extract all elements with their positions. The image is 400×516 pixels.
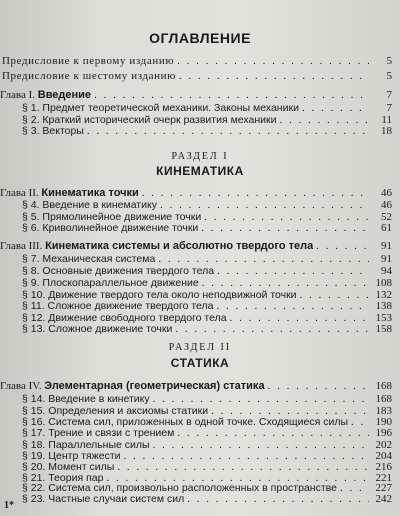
page-number: 227 [375,482,392,494]
entry-label: § 9. Плоскопараллельное движение [22,277,199,289]
chapter-prefix: Глава I. [0,89,35,101]
chapter-title: Кинематика точки [41,187,139,199]
entry-label: § 4. Введение в кинематику [22,199,157,211]
toc-section[interactable] [0,493,392,506]
page-number: 7 [386,89,392,101]
chapter-title: Кинематика системы и абсолютно твердого тела [45,240,314,252]
entry-label: Предисловие к шестому изданию [2,70,176,82]
page-number: 91 [381,240,392,252]
page-number: 5 [386,55,392,67]
leader-dots [268,380,369,393]
entry-label [0,240,313,253]
page-number: 5 [386,70,392,82]
toc-section[interactable] [0,222,392,235]
part-number: РАЗДЕЛ II [168,342,232,353]
entry-label: § 21. Теория пар [22,472,104,484]
leader-dots [177,55,369,68]
entry-label: § 11. Сложное движение твердого тела [22,300,214,312]
entry-label: § 17. Трение и связи с трением [22,427,175,439]
leader-dots [94,89,369,102]
entry-label: § 7. Механическая система [22,253,156,265]
entry-label: § 16. Система сил, приложенных в одной точке. Сходящиеся силы [22,416,349,428]
page-number: 11 [381,114,392,126]
leader-dots [179,70,369,83]
page-number: 153 [375,312,392,324]
page-number: 94 [381,265,392,277]
page-number: 204 [375,450,392,462]
entry-label: § 12. Движение свободного твердого тела [22,312,227,324]
toc-chapter-4[interactable] [0,380,392,393]
page-number: 183 [375,405,392,417]
page-number: 46 [381,187,392,199]
entry-label: § 6. Криволинейное движение точки [22,222,199,234]
part-title: КИНЕМАТИКА [156,164,244,178]
entry-label: § 1. Предмет теоретической механики. Законы механики [22,102,299,114]
leader-dots [316,240,369,253]
chapter-title: Введение [37,89,92,101]
toc-chapter-1[interactable] [0,89,392,102]
page-title: ОГЛАВЛЕНИЕ [149,30,251,46]
page-number: 91 [381,253,392,265]
chapter-prefix: Глава II. [0,187,39,199]
page-number: 46 [381,199,392,211]
chapter-prefix: Глава III. [0,240,43,252]
toc-section[interactable] [0,125,392,138]
page-number: 52 [381,211,392,223]
page-number: 242 [375,493,392,505]
entry-label: § 18. Параллельные силы [22,439,150,451]
page-number: 158 [375,323,392,335]
entry-label: § 10. Движение твердого тела около неподвижной точки [22,289,297,301]
toc-entry-preface-1[interactable] [0,55,392,68]
entry-label: § 19. Центр тяжести [22,450,121,462]
entry-label: § 20. Момент силы [22,461,115,473]
entry-label: § 5. Прямолинейное движение точки [22,211,202,223]
leader-dots [201,222,369,235]
signature-mark: 1* [4,500,14,511]
leader-dots [87,125,369,138]
entry-label: § 8. Основные движения твердого тела [22,265,215,277]
entry-label [0,89,91,102]
chapter-prefix: Глава IV. [0,380,42,392]
page-number: 168 [375,393,392,405]
page-number: 190 [375,416,392,428]
part-number: РАЗДЕЛ I [171,151,229,162]
entry-label: Предисловие к первому изданию [2,55,175,67]
chapter-title: Элементарная (геометрическая) статика [44,380,265,392]
page-number: 216 [375,461,392,473]
page-number: 138 [375,300,392,312]
page-number: 7 [386,102,392,114]
page-number: 196 [375,427,392,439]
page-number: 132 [375,289,392,301]
page-number: 18 [381,125,392,137]
entry-label: § 15. Определения и аксиомы статики [22,405,209,417]
toc-section[interactable] [0,323,392,336]
page-number: 108 [375,277,392,289]
page-number: 202 [375,439,392,451]
leader-dots [187,493,369,506]
entry-label: § 14. Введение в кинетику [22,393,150,405]
part-title: СТАТИКА [170,356,230,370]
entry-label: § 23. Частные случаи систем сил [22,493,185,505]
entry-label [0,380,265,393]
page-number: 168 [375,380,392,392]
toc-chapter-3[interactable] [0,240,392,253]
entry-label: § 2. Краткий исторический очерк развития механики [22,114,277,126]
leader-dots [175,323,369,336]
entry-label: § 13. Сложное движение точки [22,323,173,335]
page-number: 61 [381,222,392,234]
entry-label: § 22. Система сил, произвольно расположенных в пространстве [22,482,337,494]
toc-entry-preface-2[interactable] [0,70,392,83]
entry-label: § 3. Векторы [22,125,84,137]
page-number: 221 [375,472,392,484]
